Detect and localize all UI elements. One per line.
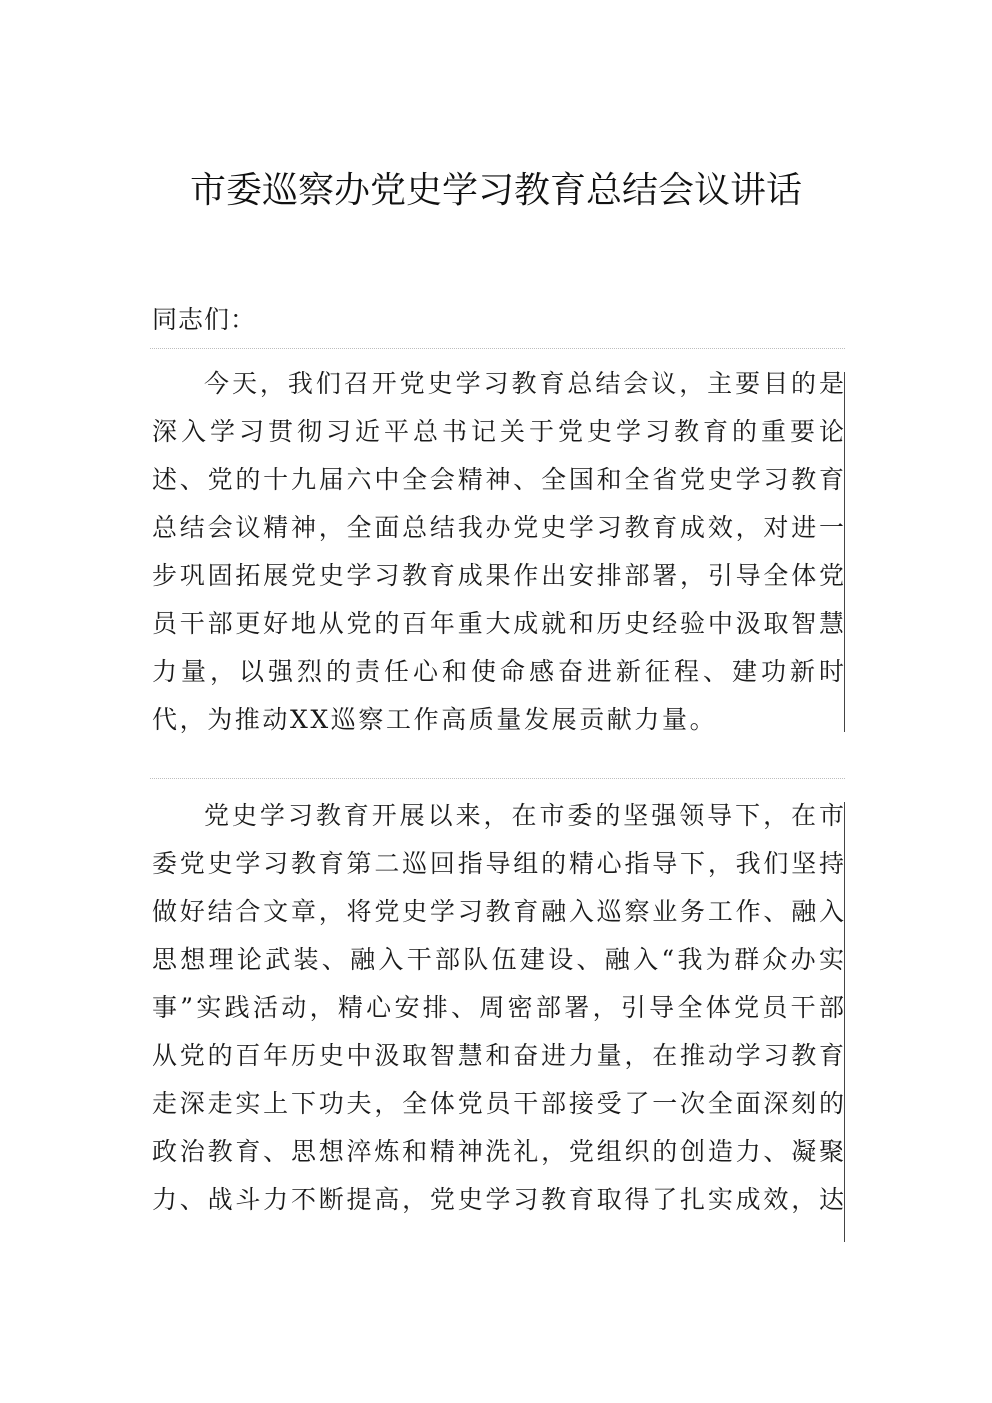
paragraph-line: 今天，我们召开党史学习教育总结会议，主要目的是 <box>204 369 844 398</box>
paragraph-line: 党史学习教育开展以来，在市委的坚强领导下，在市 <box>204 801 844 830</box>
text-margin-bar <box>844 372 845 732</box>
paragraph-line: 政治教育、思想淬炼和精神洗礼，党组织的创造力、凝聚 <box>152 1137 844 1166</box>
paragraph-separator <box>150 348 845 349</box>
paragraph-line: 述、党的十九届六中全会精神、全国和全省党史学习教育 <box>152 465 844 494</box>
paragraph-line: 委党史学习教育第二巡回指导组的精心指导下，我们坚持 <box>152 849 844 878</box>
paragraph-line: 步巩固拓展党史学习教育成果作出安排部署，引导全体党 <box>152 561 844 590</box>
salutation: 同志们： <box>152 305 257 334</box>
text-margin-bar <box>844 802 845 1242</box>
page-title: 市委巡察办党史学习教育总结会议讲话 <box>189 170 802 211</box>
paragraph-separator <box>150 778 845 779</box>
paragraph-line: 从党的百年历史中汲取智慧和奋进力量，在推动学习教育 <box>152 1041 844 1070</box>
paragraph-line: 代，为推动XX巡察工作高质量发展贡献力量。 <box>152 705 718 734</box>
paragraph-line: 做好结合文章，将党史学习教育融入巡察业务工作、融入 <box>152 897 844 926</box>
paragraph-line: 总结会议精神，全面总结我办党史学习教育成效，对进一 <box>152 513 844 542</box>
paragraph-line: 深入学习贯彻习近平总书记关于党史学习教育的重要论 <box>152 417 844 446</box>
paragraph-line: 力量，以强烈的责任心和使命感奋进新征程、建功新时 <box>152 657 844 686</box>
paragraph-line: 力、战斗力不断提高，党史学习教育取得了扎实成效，达 <box>152 1185 844 1214</box>
paragraph-line: 员干部更好地从党的百年重大成就和历史经验中汲取智慧 <box>152 609 844 638</box>
paragraph-line: 思想理论武装、融入干部队伍建设、融入“我为群众办实 <box>152 945 844 974</box>
paragraph-line: 事”实践活动，精心安排、周密部署，引导全体党员干部 <box>152 993 844 1022</box>
paragraph-line: 走深走实上下功夫，全体党员干部接受了一次全面深刻的 <box>152 1089 844 1118</box>
